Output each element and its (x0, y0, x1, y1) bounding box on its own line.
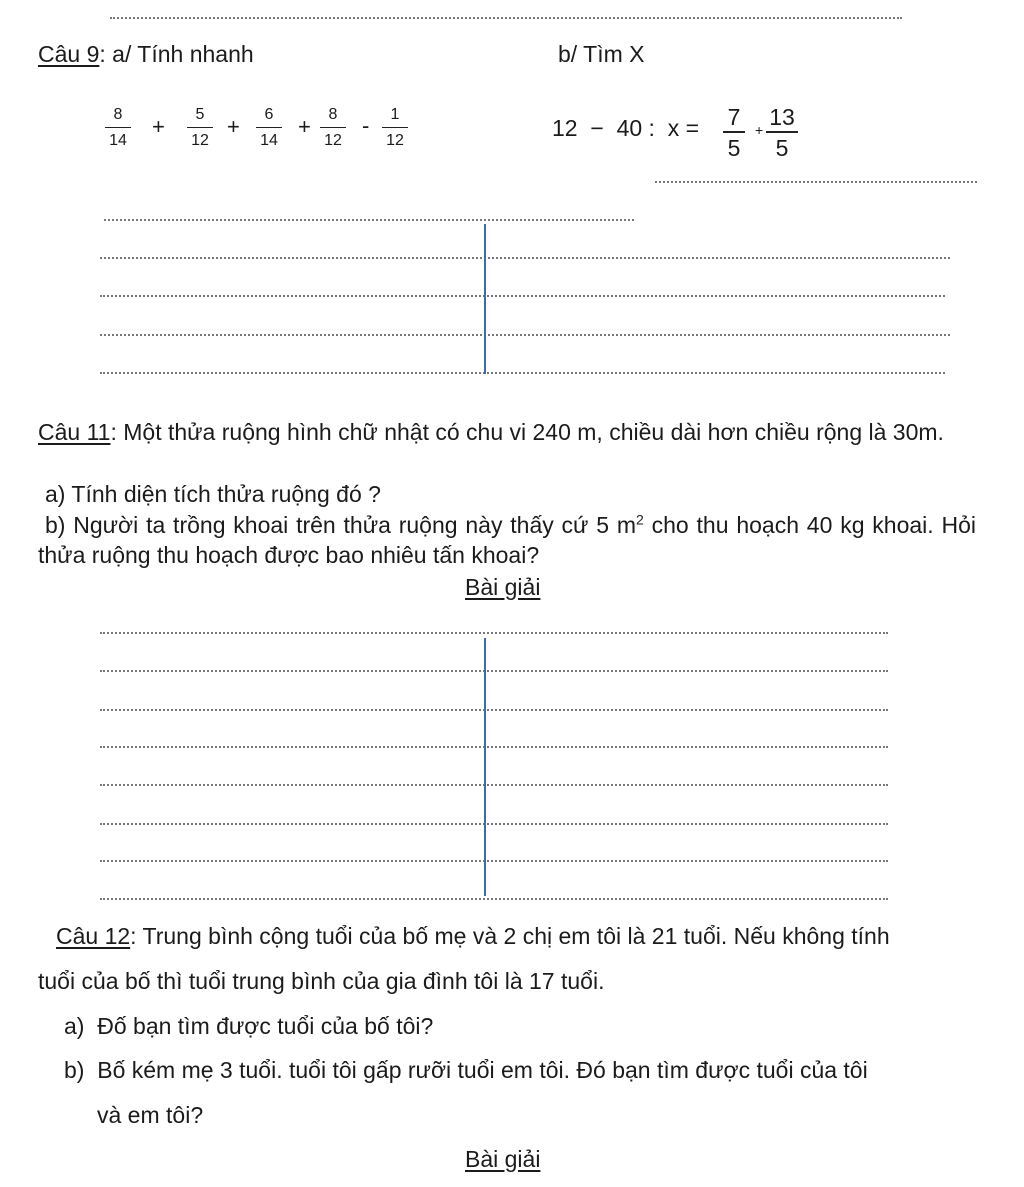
answer-line (100, 746, 888, 748)
answer-line (100, 784, 888, 786)
numerator: 7 (727, 104, 741, 130)
answer-line (104, 219, 634, 221)
numerator: 8 (113, 106, 123, 123)
q11-part-b-end: cho thu hoạch 40 kg khoai. Hỏi thửa ruộng thu hoạch được bao nhiêu tấn khoai? (38, 512, 977, 568)
fraction-13-5 (766, 104, 798, 161)
q9-part-a: : a/ Tính nhanh (99, 41, 254, 67)
numerator: 8 (328, 106, 338, 123)
denominator: 12 (324, 132, 342, 149)
column-divider (484, 638, 486, 896)
denominator: 14 (109, 132, 127, 149)
q9-label: Câu 9 (38, 41, 100, 67)
answer-line (100, 295, 945, 297)
numerator: 5 (195, 106, 205, 123)
denominator: 5 (727, 135, 741, 161)
q12-part-b-line-1: b) Bố kém mẹ 3 tuổi. tuổi tôi gấp rưỡi tuổi em tôi. Đó bạn tìm được tuổi của tôi (64, 1057, 868, 1083)
answer-line (100, 334, 950, 336)
numerator: 1 (390, 106, 400, 123)
denominator: 5 (775, 135, 789, 161)
q9-heading (38, 40, 254, 68)
operator: + (227, 114, 240, 139)
q9-part-b: b/ Tìm X (558, 41, 645, 67)
operator: + (298, 114, 311, 139)
q12-solution-heading: Bài giải (465, 1146, 541, 1172)
fraction-7-5 (723, 104, 745, 161)
fraction-2 (187, 105, 213, 151)
operator: + (152, 114, 165, 139)
answer-line (100, 632, 888, 634)
q11-part-a: a) Tính diện tích thửa ruộng đó ? (45, 481, 381, 507)
q12-line-1 (56, 922, 890, 950)
q12-part-a: a) Đố bạn tìm được tuổi của bố tôi? (64, 1013, 434, 1039)
denominator: 14 (260, 132, 278, 149)
numerator: 13 (769, 104, 795, 130)
q12-statement: : Trung bình cộng tuổi của bố mẹ và 2 chị em tôi là 21 tuổi. Nếu không tính (130, 923, 890, 949)
q12-part-b-line-2: và em tôi? (97, 1102, 204, 1128)
q11-statement: : Một thửa ruộng hình chữ nhật có chu vi 240 m, chiều dài hơn chiều rộng là 30m. (110, 419, 944, 445)
answer-line (655, 181, 977, 183)
answer-line-top (110, 17, 902, 19)
fraction-5 (382, 105, 408, 151)
q11-text (38, 418, 976, 447)
q12-label: Câu 12 (56, 923, 131, 949)
superscript: 2 (636, 511, 644, 528)
q11-solution-heading: Bài giải (465, 574, 541, 600)
q12-line-2: tuổi của bố thì tuổi trung bình của gia đình tôi là 17 tuổi. (38, 968, 605, 994)
denominator: 12 (386, 132, 404, 149)
q11-part-b-start: b) Người ta trồng khoai trên thửa ruộng này thấy cứ 5 m (45, 512, 637, 538)
q11-part-b (38, 510, 976, 570)
numerator: 6 (264, 106, 274, 123)
answer-line (100, 257, 950, 259)
fraction-3 (256, 105, 282, 151)
column-divider (484, 224, 486, 374)
operator: - (362, 113, 370, 138)
answer-line (100, 372, 945, 374)
equation-left: 12 − 40 : x = (552, 115, 700, 141)
q11-label: Câu 11 (38, 419, 111, 445)
answer-line (100, 898, 888, 900)
answer-line (100, 709, 888, 711)
denominator: 12 (191, 132, 209, 149)
fraction-1 (105, 105, 131, 151)
fraction-4 (320, 105, 346, 151)
answer-line (100, 670, 888, 672)
answer-line (100, 823, 888, 825)
answer-line (100, 860, 888, 862)
operator-plus: + (755, 122, 764, 138)
